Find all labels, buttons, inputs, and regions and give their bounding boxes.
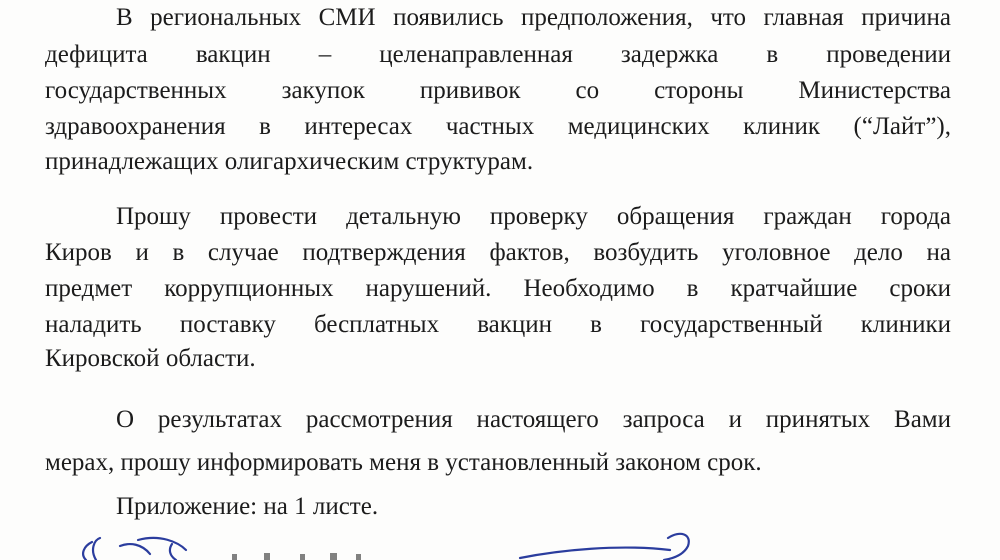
paragraph-3-line-2: мерах, прошу информировать меня в установленный законом срок. — [45, 449, 762, 476]
paragraph-1-line-5: принадлежащих олигархическим структурам. — [45, 148, 534, 175]
paragraph-3-line-1: О результатах рассмотрения настоящего запроса и принятых Вами — [116, 406, 951, 433]
paragraph-2-line-4: наладить поставку бесплатных вакцин в государственный клиники — [45, 311, 951, 338]
paragraph-2-line-5: Кировской области. — [45, 345, 256, 372]
paragraph-2-line-3: предмет коррупционных нарушений. Необходимо в кратчайшие сроки — [45, 275, 951, 302]
attachment-note: Приложение: на 1 листе. — [116, 493, 379, 520]
paragraph-2-line-1: Прошу провести детальную проверку обращения граждан города — [116, 203, 951, 230]
paragraph-1-line-2: дефицита вакцин – целенаправленная задержка в проведении — [45, 41, 951, 68]
paragraph-1-line-4: здравоохранения в интересах частных медицинских клиник (“Лайт”), — [45, 113, 951, 140]
handwritten-signature — [0, 520, 1000, 560]
paragraph-1-line-1: В региональных СМИ появились предположения, что главная причина — [116, 4, 951, 31]
paragraph-1-line-3: государственных закупок прививок со стороны Министерства — [45, 77, 951, 104]
paragraph-2-line-2: Киров и в случае подтверждения фактов, возбудить уголовное дело на — [45, 239, 951, 266]
